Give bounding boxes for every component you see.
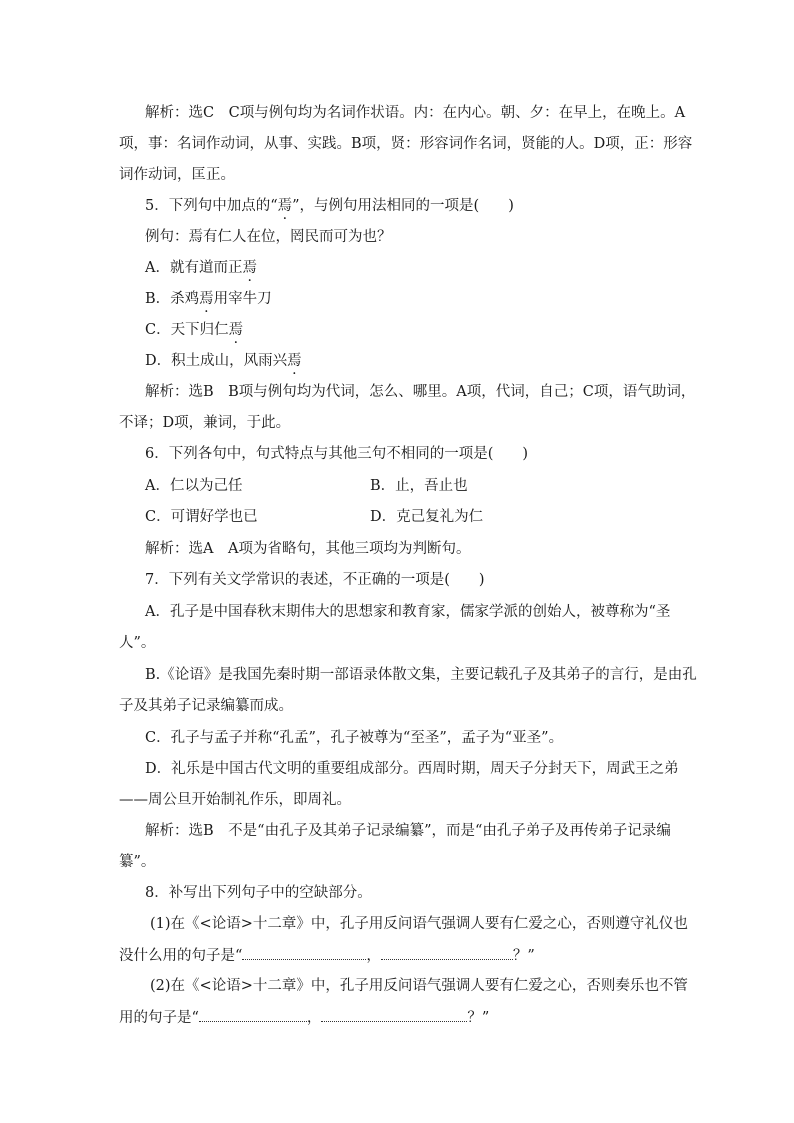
answer-7-line-1: 解析：选B 不是“由孔子及其弟子记录编纂”，而是“由孔子弟子及再传弟子记录编 <box>145 823 671 839</box>
item-2-suffix: ？” <box>467 1010 490 1026</box>
question-5-stem: 5．下列句中加点的“焉”，与例句用法相同的一项是( ) <box>145 198 514 214</box>
fill-blank-4[interactable] <box>321 1007 467 1022</box>
item-1-prefix: 没什么用的句子是“ <box>119 948 243 964</box>
answer-4-line-3: 词作动词，匡正。 <box>119 167 235 183</box>
answer-5-line-1: 解析：选B B项与例句均为代词，怎么、哪里。A项，代词，自己；C项，语气助词， <box>145 384 696 400</box>
question-7-option-d-line-1: D．礼乐是中国古代文明的重要组成部分。西周时期，周天子分封天下，周武王之弟 <box>145 761 679 777</box>
question-5-example: 例句：焉有仁人在位，罔民而可为也？ <box>145 229 392 245</box>
item-1-suffix: ？” <box>512 948 535 964</box>
question-8-item-2-line-2 <box>119 1007 794 1028</box>
question-7-option-b-line-2: 子及其弟子记录编纂而成。 <box>119 698 293 714</box>
item-2-sep: ， <box>306 1010 322 1026</box>
fill-blank-2[interactable] <box>381 945 513 960</box>
fill-blank-1[interactable] <box>242 945 366 960</box>
question-6-option-b: B．止，吾止也 <box>370 478 468 494</box>
question-7-stem: 7．下列有关文学常识的表述，不正确的一项是( ) <box>145 572 485 588</box>
fill-blank-3[interactable] <box>199 1007 307 1022</box>
question-5-option-d: D．积土成山，风雨兴焉 <box>145 353 302 369</box>
answer-5-line-2: 不译；D项，兼词，于此。 <box>119 415 291 431</box>
question-7-option-b-line-1: B.《论语》是我国先秦时期一部语录体散文集，主要记载孔子及其弟子的言行，是由孔 <box>145 667 697 683</box>
question-6-option-a: A．仁以为己任 <box>145 478 243 494</box>
question-6-stem: 6．下列各句中，句式特点与其他三句不相同的一项是( ) <box>145 446 529 462</box>
question-8-item-1-line-1: (1)在《<论语>十二章》中，孔子用反问语气强调人要有仁爱之心，否则遵守礼仪也 <box>150 916 688 932</box>
question-6-option-c: C．可谓好学也已 <box>145 509 258 525</box>
question-8-item-2-line-1: (2)在《<论语>十二章》中，孔子用反问语气强调人要有仁爱之心，否则奏乐也不管 <box>150 978 688 994</box>
question-7-option-a-line-1: A．孔子是中国春秋末期伟大的思想家和教育家，儒家学派的创始人，被尊称为“圣 <box>145 604 671 620</box>
emphasis-dot-char: 焉 <box>277 198 293 214</box>
answer-7-line-2: 纂”。 <box>119 854 156 870</box>
question-7-option-a-line-2: 人”。 <box>119 635 156 651</box>
answer-4-line-2: 项，事：名词作动词，从事、实践。B项，贤：形容词作名词，贤能的人。D项，正：形容 <box>119 136 693 152</box>
question-7-option-c: C．孔子与孟子并称“孔孟”，孔子被尊为“至圣”，孟子为“亚圣”。 <box>145 730 564 746</box>
question-8-item-1-line-2 <box>119 945 794 966</box>
item-1-sep: ， <box>366 948 381 964</box>
answer-6-line-1: 解析：选A A项为省略句，其他三项均为判断句。 <box>145 541 471 557</box>
question-5-option-a: A．就有道而正焉 <box>145 260 257 276</box>
question-5-option-b: B．杀鸡焉用宰牛刀 <box>145 291 272 307</box>
question-7-option-d-line-2: ——周公旦开始制礼作乐，即周礼。 <box>119 792 351 808</box>
question-5-option-c: C．天下归仁焉 <box>145 322 244 338</box>
question-8-stem: 8．补写出下列句子中的空缺部分。 <box>145 885 372 901</box>
item-2-prefix: 用的句子是“ <box>119 1010 199 1026</box>
answer-4-line-1: 解析：选C C项与例句均为名词作状语。内：在内心。朝、夕：在早上，在晚上。A <box>145 105 686 121</box>
question-6-option-d: D．克己复礼为仁 <box>370 509 484 525</box>
